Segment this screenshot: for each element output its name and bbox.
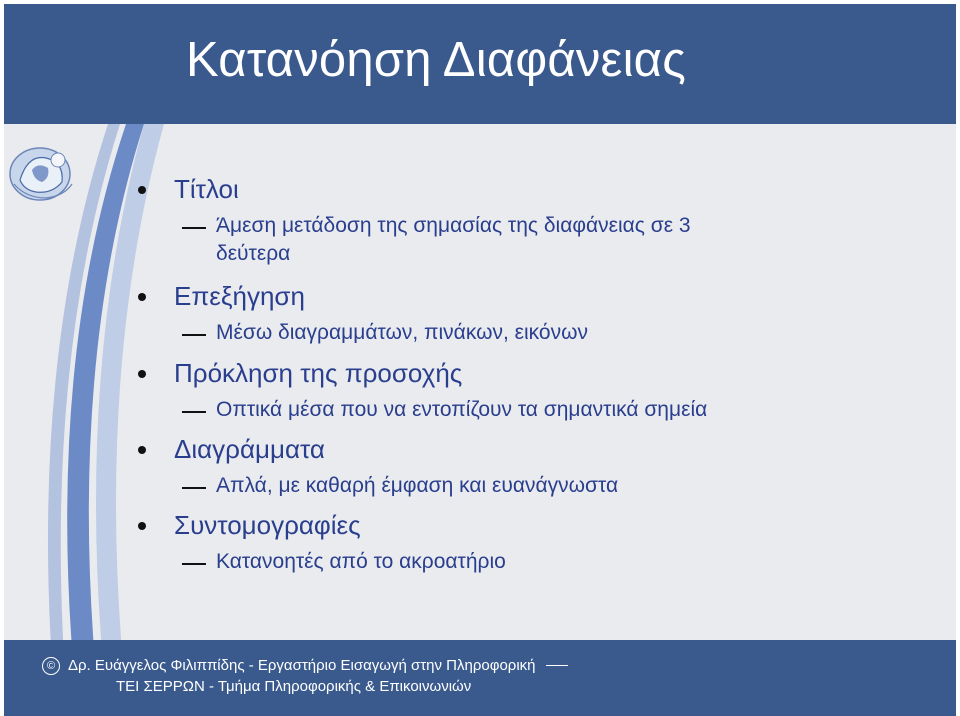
decorative-stripe (4, 124, 184, 716)
sub-label: δεύτερα (216, 242, 291, 265)
slide-title: Κατανόηση Διαφάνειας (186, 33, 687, 87)
sub-label: Κατανοητές από το ακροατήριο (216, 550, 506, 573)
bullet-label: Συντομογραφίες (174, 510, 361, 540)
footer-line-institution: ΤΕΙ ΣΕΡΡΩΝ - Τμήμα Πληροφορικής & Επικοινωνιών (116, 678, 472, 695)
bullet-label: Επεξήγηση (174, 281, 305, 311)
bullet-label: Τίτλοι (174, 174, 239, 204)
sub-dash (182, 487, 206, 489)
sub-label: Οπτικά μέσα που να εντοπίζουν τα σημαντικά σημεία (216, 398, 708, 421)
bullet-dot (138, 522, 146, 530)
bullet-dot (138, 186, 146, 194)
academic-logo-icon (6, 140, 80, 204)
sub-label: Μέσω διαγραμμάτων, πινάκων, εικόνων (216, 321, 588, 344)
sub-dash (182, 227, 206, 229)
sub-dash (182, 334, 206, 336)
sub-label: Απλά, με καθαρή έμφαση και ευανάγνωστα (216, 474, 619, 497)
bullet-dot (138, 446, 146, 454)
bullet-label: Διαγράμματα (174, 434, 325, 464)
copyright-icon: © (42, 657, 60, 675)
bullet-dot (138, 293, 146, 301)
sub-dash (182, 411, 206, 413)
bullet-label: Πρόκληση της προσοχής (174, 358, 463, 388)
footer-rule (546, 665, 568, 666)
footer-line-author (42, 657, 568, 675)
bullet-dot (138, 370, 146, 378)
sub-label: Άμεση μετάδοση της σημασίας της διαφάνειας σε 3 (216, 214, 691, 237)
footer-author-text: Δρ. Ευάγγελος Φιλιππίδης - Εργαστήριο Εισαγωγή στην Πληροφορική (68, 657, 536, 674)
sub-dash (182, 563, 206, 565)
